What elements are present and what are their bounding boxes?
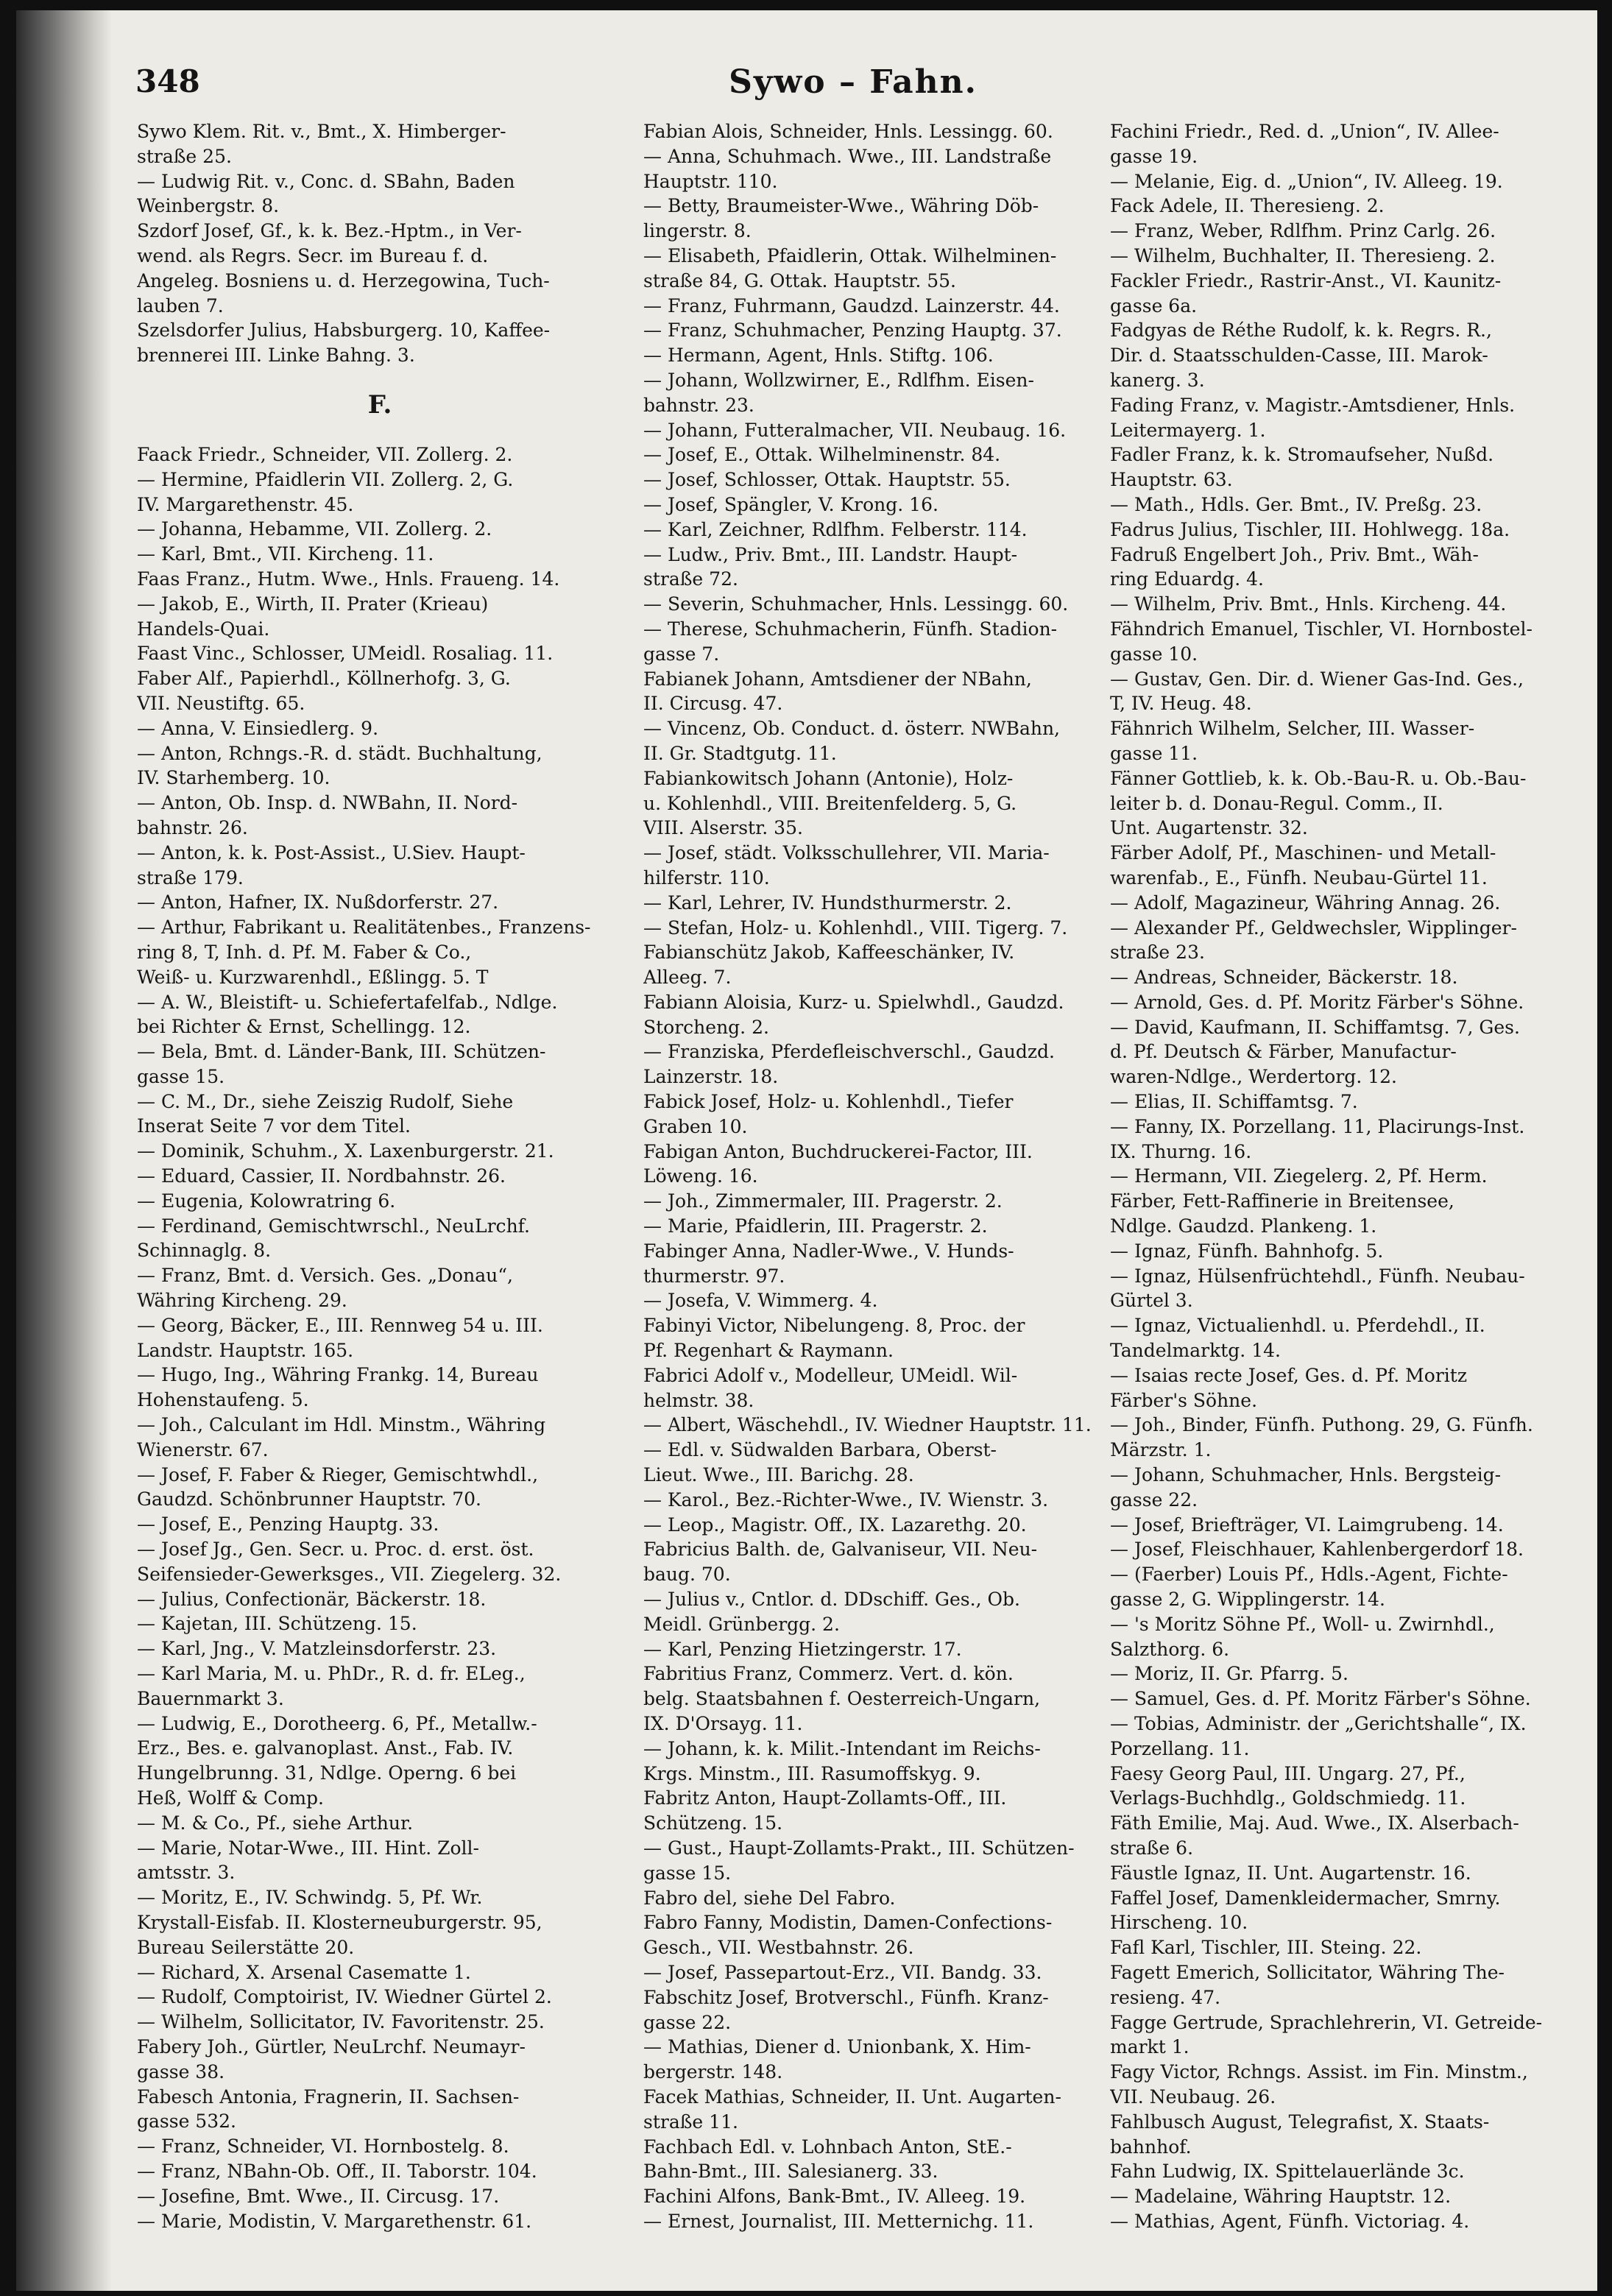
directory-line: — Rudolf, Comptoirist, IV. Wiedner Gürtel 2. — [137, 1986, 552, 2008]
directory-line: — Franz, Weber, Rdlfhm. Prinz Carlg. 26. — [1110, 220, 1496, 242]
directory-line: Fabschitz Josef, Brotverschl., Fünfh. Kranz- — [643, 1986, 1049, 2008]
directory-line: — Moriz, II. Gr. Pfarrg. 5. — [1110, 1663, 1348, 1685]
directory-line: — Gustav, Gen. Dir. d. Wiener Gas-Ind. Ges., — [1110, 668, 1524, 690]
directory-line: Lainzerstr. 18. — [643, 1066, 779, 1088]
directory-line: — Ignaz, Victualienhdl. u. Pferdehdl., II. — [1110, 1315, 1485, 1337]
directory-line: — Melanie, Eig. d. „Union“, IV. Alleeg. 19. — [1110, 170, 1503, 192]
directory-line: — Samuel, Ges. d. Pf. Moritz Färber's Söhne. — [1110, 1688, 1531, 1710]
directory-line: Pf. Regenhart & Raymann. — [643, 1340, 894, 1362]
directory-line: Meidl. Grünbergg. 2. — [643, 1613, 840, 1635]
directory-line: — Josefa, V. Wimmerg. 4. — [643, 1290, 878, 1312]
directory-line: — Wilhelm, Buchhalter, II. Theresieng. 2. — [1110, 244, 1496, 266]
directory-line: gasse 22. — [643, 2011, 732, 2033]
directory-line: — Marie, Notar-Wwe., III. Hint. Zoll- — [137, 1837, 479, 1859]
directory-line: Märzstr. 1. — [1110, 1439, 1212, 1461]
directory-line: Fabricius Balth. de, Galvaniseur, VII. Neu- — [643, 1539, 1038, 1561]
directory-line: — Franz, Fuhrmann, Gaudzd. Lainzerstr. 44. — [643, 294, 1060, 317]
directory-line: VII. Neustiftg. 65. — [137, 692, 305, 714]
directory-line: Hohenstaufeng. 5. — [137, 1389, 309, 1411]
directory-column-2 — [643, 119, 1129, 2283]
directory-line: Währing Kircheng. 29. — [137, 1290, 347, 1312]
directory-line: — Bela, Bmt. d. Länder-Bank, III. Schützen- — [137, 1041, 546, 1063]
directory-line: Szelsdorfer Julius, Habsburgerg. 10, Kaffee- — [137, 319, 551, 342]
directory-line: u. Kohlenhdl., VIII. Breitenfelderg. 5, G. — [643, 792, 1017, 814]
directory-line: Fänner Gottlieb, k. k. Ob.-Bau-R. u. Ob.-Bau- — [1110, 767, 1527, 789]
directory-line: Storcheng. 2. — [643, 1016, 769, 1038]
directory-line: bahnstr. 23. — [643, 394, 754, 416]
directory-line: Gesch., VII. Westbahnstr. 26. — [643, 1937, 914, 1959]
directory-line: Fachini Friedr., Red. d. „Union“, IV. Allee- — [1110, 121, 1499, 142]
directory-line: Fahlbusch August, Telegrafist, X. Staats- — [1110, 2110, 1490, 2133]
directory-line: gasse 10. — [1110, 643, 1198, 665]
directory-line: — Betty, Braumeister-Wwe., Währing Döb- — [643, 195, 1039, 217]
directory-line: Fagge Gertrude, Sprachlehrerin, VI. Getreide- — [1110, 2011, 1543, 2033]
directory-line: gasse 19. — [1110, 145, 1198, 167]
directory-line: gasse 11. — [1110, 742, 1198, 764]
directory-line: — Franz, NBahn-Ob. Off., II. Taborstr. 104. — [137, 2160, 537, 2182]
directory-line: Faber Alf., Papierhdl., Köllnerhofg. 3, G. — [137, 668, 511, 690]
directory-line: — Josef Jg., Gen. Secr. u. Proc. d. erst. öst. — [137, 1539, 534, 1561]
directory-line: — Anton, k. k. Post-Assist., U.Siev. Haupt- — [137, 841, 526, 863]
directory-line: lingerstr. 8. — [643, 220, 752, 242]
directory-line: — Tobias, Administr. der „Gerichtshalle“, IX. — [1110, 1713, 1527, 1734]
directory-column-3 — [1110, 119, 1581, 2283]
directory-line: — Mathias, Agent, Fünfh. Victoriag. 4. — [1110, 2210, 1470, 2232]
directory-line: Porzellang. 11. — [1110, 1737, 1250, 1759]
directory-line: Sywo Klem. Rit. v., Bmt., X. Himberger- — [137, 121, 506, 142]
directory-line: — Josef, E., Penzing Hauptg. 33. — [137, 1513, 439, 1536]
directory-line: Schinnaglg. 8. — [137, 1240, 272, 1262]
directory-line: IV. Margarethenstr. 45. — [137, 493, 354, 515]
directory-line: Färber Adolf, Pf., Maschinen- und Metall- — [1110, 842, 1496, 864]
directory-line: Fachbach Edl. v. Lohnbach Anton, StE.- — [643, 2136, 1012, 2158]
directory-line: — Josefine, Bmt. Wwe., II. Circusg. 17. — [137, 2185, 500, 2207]
directory-line: — Gust., Haupt-Zollamts-Prakt., III. Schützen- — [643, 1837, 1075, 1859]
directory-line: Fabrici Adolf v., Modelleur, UMeidl. Wil- — [643, 1364, 1018, 1386]
directory-line: VIII. Alserstr. 35. — [643, 817, 803, 839]
directory-line: bahnstr. 26. — [137, 816, 248, 838]
directory-line: — Anton, Hafner, IX. Nußdorferstr. 27. — [137, 891, 499, 914]
directory-line: — Hermine, Pfaidlerin VII. Zollerg. 2, G. — [137, 468, 514, 490]
page-number: 348 — [135, 63, 200, 99]
directory-line: Fähnrich Wilhelm, Selcher, III. Wasser- — [1110, 718, 1475, 740]
directory-line: Fabianschütz Jakob, Kaffeeschänker, IV. — [643, 942, 1015, 964]
directory-line: helmstr. 38. — [643, 1389, 754, 1411]
directory-line: — Julius, Confectionär, Bäckerstr. 18. — [137, 1588, 487, 1610]
directory-line: Faast Vinc., Schlosser, UMeidl. Rosaliag. 11. — [137, 643, 554, 665]
directory-line: waren-Ndlge., Werdertorg. 12. — [1110, 1066, 1397, 1088]
directory-line: Fadgyas de Réthe Rudolf, k. k. Regrs. R., — [1110, 319, 1492, 342]
directory-line: Fabery Joh., Gürtler, NeuLrchf. Neumayr- — [137, 2035, 526, 2057]
directory-line: — Wilhelm, Priv. Bmt., Hnls. Kircheng. 44. — [1110, 593, 1507, 615]
directory-line: Fabro del, siehe Del Fabro. — [643, 1887, 896, 1909]
directory-line: amtsstr. 3. — [137, 1862, 236, 1884]
directory-line: — Albert, Wäschehdl., IV. Wiedner Hauptstr. 11. — [643, 1414, 1092, 1436]
directory-line: gasse 7. — [643, 643, 720, 665]
directory-line: Tandelmarktg. 14. — [1110, 1340, 1281, 1362]
directory-line: — Adolf, Magazineur, Währing Annag. 26. — [1110, 891, 1501, 914]
directory-line: kanerg. 3. — [1110, 369, 1205, 391]
directory-line: — Wilhelm, Sollicitator, IV. Favoritenstr. 25. — [137, 2011, 545, 2033]
directory-line: — Karl, Jng., V. Matzleinsdorferstr. 23. — [137, 1638, 497, 1660]
directory-line: Salzthorg. 6. — [1110, 1638, 1230, 1660]
directory-line: — C. M., Dr., siehe Zeiszig Rudolf, Siehe — [137, 1090, 514, 1112]
directory-line: Fackler Friedr., Rastrir-Anst., VI. Kaunitz- — [1110, 269, 1502, 292]
directory-line: IX. D'Orsayg. 11. — [643, 1713, 803, 1734]
directory-line: gasse 15. — [643, 1862, 732, 1884]
directory-line: — Jakob, E., Wirth, II. Prater (Krieau) — [137, 593, 489, 615]
directory-line: Fähndrich Emanuel, Tischler, VI. Hornbostel- — [1110, 618, 1533, 640]
directory-line: Unt. Augartenstr. 32. — [1110, 817, 1308, 839]
directory-line: — Julius v., Cntlor. d. DDschiff. Ges., Ob. — [643, 1589, 1020, 1611]
directory-line: Leitermayerg. 1. — [1110, 419, 1266, 441]
directory-line: Erz., Bes. e. galvanoplast. Anst., Fab. IV. — [137, 1737, 514, 1759]
directory-line: Fabianek Johann, Amtsdiener der NBahn, — [643, 668, 1032, 690]
directory-line: straße 179. — [137, 866, 244, 889]
directory-line: — Marie, Modistin, V. Margarethenstr. 61. — [137, 2210, 532, 2232]
directory-line: Fabinyi Victor, Nibelungeng. 8, Proc. der — [643, 1315, 1025, 1337]
directory-line: — Hermann, Agent, Hnls. Stiftg. 106. — [643, 345, 994, 367]
directory-line: — Alexander Pf., Geldwechsler, Wipplinger- — [1110, 916, 1517, 939]
directory-line: Hauptstr. 110. — [643, 170, 778, 192]
directory-line: — Mathias, Diener d. Unionbank, X. Him- — [643, 2036, 1031, 2058]
directory-line: gasse 22. — [1110, 1488, 1198, 1511]
directory-line: — Joh., Zimmermaler, III. Pragerstr. 2. — [643, 1190, 1003, 1212]
running-head: Sywo – Fahn. — [729, 63, 978, 101]
directory-line: Ndlge. Gaudzd. Plankeng. 1. — [1110, 1215, 1377, 1237]
directory-line: — Therese, Schuhmacherin, Fünfh. Stadion- — [643, 618, 1058, 640]
directory-line: gasse 6a. — [1110, 294, 1198, 317]
directory-line: Gaudzd. Schönbrunner Hauptstr. 70. — [137, 1488, 481, 1511]
directory-line: Inserat Seite 7 vor dem Titel. — [137, 1115, 411, 1137]
directory-line: — Stefan, Holz- u. Kohlenhdl., VIII. Tigerg. 7. — [643, 916, 1068, 939]
directory-line: — (Faerber) Louis Pf., Hdls.-Agent, Fichte- — [1110, 1564, 1508, 1586]
directory-line: straße 23. — [1110, 942, 1205, 964]
directory-line: — Karl, Zeichner, Rdlfhm. Felberstr. 114. — [643, 518, 1028, 540]
directory-line: F. — [367, 389, 392, 420]
directory-line: — Josef, Spängler, V. Krong. 16. — [643, 493, 938, 515]
directory-line: lauben 7. — [137, 294, 224, 317]
directory-line: Fabian Alois, Schneider, Hnls. Lessingg. 60. — [643, 121, 1053, 142]
directory-line: — Ludwig Rit. v., Conc. d. SBahn, Baden — [137, 170, 515, 192]
directory-line: Alleeg. 7. — [643, 967, 732, 989]
directory-column-1 — [137, 119, 623, 2283]
directory-line: Bureau Seilerstätte 20. — [137, 1936, 355, 1958]
directory-line: — Anton, Ob. Insp. d. NWBahn, II. Nord- — [137, 792, 518, 814]
directory-line: brennerei III. Linke Bahng. 3. — [137, 345, 415, 367]
directory-line: straße 84, G. Ottak. Hauptstr. 55. — [643, 269, 956, 292]
directory-line: Seifensieder-Gewerksges., VII. Ziegelerg. 32. — [137, 1563, 562, 1585]
directory-line: Faack Friedr., Schneider, VII. Zollerg. 2. — [137, 443, 513, 465]
directory-line: — Josef, E., Ottak. Wilhelminenstr. 84. — [643, 444, 1001, 466]
directory-line: — Fanny, IX. Porzellang. 11, Placirungs-Inst. — [1110, 1115, 1525, 1137]
directory-line: bei Richter & Ernst, Schellingg. 12. — [137, 1016, 471, 1038]
directory-line: — Edl. v. Südwalden Barbara, Oberst- — [643, 1439, 997, 1461]
directory-line: — Josef, Briefträger, VI. Laimgrubeng. 14. — [1110, 1513, 1504, 1536]
directory-line: Fadler Franz, k. k. Stromaufseher, Nußd. — [1110, 444, 1494, 466]
directory-line: Verlags-Buchhdlg., Goldschmiedg. 11. — [1110, 1787, 1466, 1809]
directory-line: — David, Kaufmann, II. Schiffamtsg. 7, Ges. — [1110, 1016, 1520, 1038]
directory-line: Fabiankowitsch Johann (Antonie), Holz- — [643, 767, 1014, 789]
directory-line: Fadruß Engelbert Joh., Priv. Bmt., Wäh- — [1110, 543, 1479, 565]
directory-line: gasse 15. — [137, 1065, 225, 1087]
directory-line: belg. Staatsbahnen f. Oesterreich-Ungarn, — [643, 1688, 1041, 1710]
directory-line: Fabritius Franz, Commerz. Vert. d. kön. — [643, 1663, 1014, 1685]
directory-line: — Johanna, Hebamme, VII. Zollerg. 2. — [137, 518, 492, 540]
directory-line: Schützeng. 15. — [643, 1812, 783, 1834]
directory-line: Fahn Ludwig, IX. Spittelauerlände 3c. — [1110, 2161, 1465, 2183]
directory-line: Fabigan Anton, Buchdruckerei-Factor, III. — [643, 1140, 1033, 1162]
directory-line: Faas Franz., Hutm. Wwe., Hnls. Fraueng. 14. — [137, 568, 560, 590]
directory-line: — Ignaz, Fünfh. Bahnhofg. 5. — [1110, 1240, 1384, 1262]
directory-line: bergerstr. 148. — [643, 2061, 783, 2083]
directory-line: — Vincenz, Ob. Conduct. d. österr. NWBahn, — [643, 718, 1061, 740]
directory-line: Faffel Josef, Damenkleidermacher, Smrny. — [1110, 1887, 1501, 1909]
directory-line: Hungelbrunng. 31, Ndlge. Operng. 6 bei — [137, 1762, 517, 1784]
directory-line: — Josef, Passepartout-Erz., VII. Bandg. 33. — [643, 1961, 1042, 1983]
directory-line: — Karl, Lehrer, IV. Hundsthurmerstr. 2. — [643, 891, 1012, 914]
directory-line: leiter b. d. Donau-Regul. Comm., II. — [1110, 792, 1443, 814]
directory-line: Dir. d. Staatsschulden-Casse, III. Marok- — [1110, 345, 1488, 367]
directory-line: — Severin, Schuhmacher, Hnls. Lessingg. 60. — [643, 593, 1069, 615]
directory-line: Heß, Wolff & Comp. — [137, 1787, 324, 1809]
scanned-page — [16, 10, 1597, 2291]
directory-line: — Hugo, Ing., Währing Frankg. 14, Bureau — [137, 1364, 539, 1386]
directory-line: — 's Moritz Söhne Pf., Woll- u. Zwirnhdl., — [1110, 1613, 1495, 1635]
directory-line: Szdorf Josef, Gf., k. k. Bez.-Hptm., in Ver- — [137, 220, 522, 242]
directory-line: Hauptstr. 63. — [1110, 469, 1233, 491]
directory-line: — Georg, Bäcker, E., III. Rennweg 54 u. III. — [137, 1314, 543, 1336]
directory-line: Weiß- u. Kurzwarenhdl., Eßlingg. 5. T — [137, 966, 489, 988]
directory-line: Fäth Emilie, Maj. Aud. Wwe., IX. Alserbach- — [1110, 1812, 1519, 1834]
directory-line: bahnhof. — [1110, 2136, 1192, 2158]
directory-line: — Franziska, Pferdefleischverschl., Gaudzd. — [643, 1041, 1055, 1063]
directory-line: Faesy Georg Paul, III. Ungarg. 27, Pf., — [1110, 1762, 1466, 1784]
directory-line: straße 72. — [643, 568, 738, 590]
directory-line: Bahn-Bmt., III. Salesianerg. 33. — [643, 2161, 938, 2183]
directory-line: Fagett Emerich, Sollicitator, Währing The- — [1110, 1961, 1505, 1983]
directory-line: — Ludw., Priv. Bmt., III. Landstr. Haupt- — [643, 543, 1018, 565]
directory-line: II. Gr. Stadtgutg. 11. — [643, 742, 837, 764]
directory-line: — Johann, Schuhmacher, Hnls. Bergsteig- — [1110, 1464, 1502, 1486]
directory-line: — Josef, F. Faber & Rieger, Gemischtwhdl., — [137, 1463, 539, 1486]
directory-line: — Ignaz, Hülsenfrüchtehdl., Fünfh. Neubau- — [1110, 1265, 1525, 1287]
directory-line: — Josef, städt. Volksschullehrer, VII. Maria- — [643, 842, 1050, 864]
directory-line: — Dominik, Schuhm., X. Laxenburgerstr. 21. — [137, 1140, 554, 1162]
directory-line: gasse 532. — [137, 2110, 236, 2133]
directory-line: wend. als Regrs. Secr. im Bureau f. d. — [137, 244, 489, 266]
directory-line: — Leop., Magistr. Off., IX. Lazarethg. 20. — [643, 1513, 1027, 1536]
directory-line: — Eduard, Cassier, II. Nordbahnstr. 26. — [137, 1165, 506, 1187]
page-header — [135, 63, 1571, 115]
directory-line: — Richard, X. Arsenal Casematte 1. — [137, 1961, 471, 1983]
directory-line: Fachini Alfons, Bank-Bmt., IV. Alleeg. 19. — [643, 2186, 1026, 2208]
directory-line: Färber's Söhne. — [1110, 1389, 1258, 1411]
directory-line: Facek Mathias, Schneider, II. Unt. Augarten- — [643, 2085, 1061, 2108]
directory-line: thurmerstr. 97. — [643, 1265, 785, 1287]
directory-line: Fabritz Anton, Haupt-Zollamts-Off., III. — [643, 1787, 1007, 1809]
directory-line: — Hermann, VII. Ziegelerg. 2, Pf. Herm. — [1110, 1165, 1488, 1187]
directory-line: — Math., Hdls. Ger. Bmt., IV. Preßg. 23. — [1110, 493, 1482, 515]
directory-line: d. Pf. Deutsch & Färber, Manufactur- — [1110, 1041, 1457, 1063]
directory-line: — Ferdinand, Gemischtwrschl., NeuLrchf. — [137, 1215, 530, 1237]
directory-line: II. Circusg. 47. — [643, 693, 783, 715]
directory-line: — Franz, Schneider, VI. Hornbostelg. 8. — [137, 2136, 509, 2158]
directory-line: — Anna, Schuhmach. Wwe., III. Landstraße — [643, 145, 1052, 167]
directory-line: — Josef, Schlosser, Ottak. Hauptstr. 55. — [643, 469, 1011, 491]
directory-line: — Johann, Wollzwirner, E., Rdlfhm. Eisen- — [643, 369, 1034, 391]
directory-line: — Marie, Pfaidlerin, III. Pragerstr. 2. — [643, 1215, 988, 1237]
directory-line: Fack Adele, II. Theresieng. 2. — [1110, 195, 1385, 217]
directory-line: — Joh., Binder, Fünfh. Puthong. 29, G. Fünfh. — [1110, 1414, 1533, 1436]
directory-line: — Isaias recte Josef, Ges. d. Pf. Moritz — [1110, 1364, 1467, 1386]
directory-line: — Anton, Rchngs.-R. d. städt. Buchhaltung, — [137, 742, 542, 764]
directory-line: — Karl, Bmt., VII. Kircheng. 11. — [137, 543, 434, 565]
directory-line: Fabiann Aloisia, Kurz- u. Spielwhdl., Gaudzd. — [643, 991, 1064, 1013]
directory-line: Gürtel 3. — [1110, 1290, 1193, 1312]
directory-line: baug. 70. — [643, 1564, 731, 1586]
directory-line: — Ludwig, E., Dorotheerg. 6, Pf., Metallw.- — [137, 1712, 537, 1734]
directory-line: Bauernmarkt 3. — [137, 1687, 284, 1709]
directory-line: Fabinger Anna, Nadler-Wwe., V. Hunds- — [643, 1240, 1014, 1262]
directory-line: Landstr. Hauptstr. 165. — [137, 1339, 354, 1361]
directory-line: T, IV. Heug. 48. — [1110, 693, 1252, 715]
binding-shadow — [16, 10, 112, 2291]
directory-line: — Andreas, Schneider, Bäckerstr. 18. — [1110, 967, 1458, 989]
directory-line: markt 1. — [1110, 2036, 1189, 2058]
directory-line: Fäustle Ignaz, II. Unt. Augartenstr. 16. — [1110, 1862, 1471, 1884]
directory-line: — Arnold, Ges. d. Pf. Moritz Färber's Söhne. — [1110, 991, 1524, 1013]
directory-line: Lieut. Wwe., III. Barichg. 28. — [643, 1464, 914, 1486]
directory-line: Hirscheng. 10. — [1110, 1912, 1248, 1934]
directory-line: Fafl Karl, Tischler, III. Steing. 22. — [1110, 1937, 1422, 1959]
directory-line: — Moritz, E., IV. Schwindg. 5, Pf. Wr. — [137, 1887, 483, 1909]
directory-line: Krgs. Minstm., III. Rasumoffskyg. 9. — [643, 1762, 981, 1784]
directory-line: Fabesch Antonia, Fragnerin, II. Sachsen- — [137, 2085, 520, 2108]
directory-line: — Johann, k. k. Milit.-Intendant im Reichs- — [643, 1737, 1041, 1759]
directory-line: — Franz, Bmt. d. Versich. Ges. „Donau“, — [137, 1265, 513, 1287]
directory-line: hilferstr. 110. — [643, 866, 770, 889]
directory-line: — Ernest, Journalist, III. Metternichg. 11. — [643, 2210, 1034, 2232]
directory-line: Löweng. 16. — [643, 1165, 758, 1187]
directory-line: straße 6. — [1110, 1837, 1194, 1859]
directory-line: gasse 38. — [137, 2060, 225, 2083]
directory-line: — M. & Co., Pf., siehe Arthur. — [137, 1812, 414, 1834]
directory-line: Fading Franz, v. Magistr.-Amtsdiener, Hnls. — [1110, 394, 1516, 416]
directory-line: — Kajetan, III. Schützeng. 15. — [137, 1613, 417, 1635]
directory-line: — A. W., Bleistift- u. Schiefertafelfab., Ndlge. — [137, 991, 558, 1013]
directory-line: IX. Thurng. 16. — [1110, 1140, 1252, 1162]
directory-line: — Anna, V. Einsiedlerg. 9. — [137, 717, 379, 739]
directory-line: Weinbergstr. 8. — [137, 195, 280, 217]
directory-line: — Karol., Bez.-Richter-Wwe., IV. Wienstr. 3. — [643, 1488, 1049, 1511]
directory-line: — Elias, II. Schiffamtsg. 7. — [1110, 1091, 1358, 1113]
directory-line: straße 11. — [643, 2110, 738, 2133]
directory-line: resieng. 47. — [1110, 1986, 1221, 2008]
directory-line: Fadrus Julius, Tischler, III. Hohlwegg. 18a. — [1110, 518, 1510, 540]
directory-line: — Eugenia, Kolowratring 6. — [137, 1190, 396, 1212]
directory-line: Wienerstr. 67. — [137, 1438, 269, 1460]
directory-line: — Karl, Penzing Hietzingerstr. 17. — [643, 1638, 962, 1660]
directory-line: VII. Neubaug. 26. — [1110, 2085, 1276, 2108]
directory-line: Fabick Josef, Holz- u. Kohlenhdl., Tiefer — [643, 1091, 1014, 1113]
directory-line: — Elisabeth, Pfaidlerin, Ottak. Wilhelminen- — [643, 244, 1057, 266]
directory-line: Angeleg. Bosniens u. d. Herzegowina, Tuch- — [137, 269, 550, 292]
directory-line: Fabro Fanny, Modistin, Damen-Confections- — [643, 1912, 1053, 1934]
directory-line: Krystall-Eisfab. II. Klosterneuburgerstr. 95, — [137, 1911, 542, 1933]
directory-line: — Franz, Schuhmacher, Penzing Hauptg. 37. — [643, 319, 1062, 342]
directory-line: — Johann, Futteralmacher, VII. Neubaug. 16. — [643, 419, 1067, 441]
directory-line: — Madelaine, Währing Hauptstr. 12. — [1110, 2186, 1452, 2208]
directory-line: ring Eduardg. 4. — [1110, 568, 1264, 590]
directory-line: — Josef, Fleischhauer, Kahlenbergerdorf 18. — [1110, 1539, 1524, 1561]
directory-line: Färber, Fett-Raffinerie in Breitensee, — [1110, 1190, 1454, 1212]
directory-line: Fagy Victor, Rchngs. Assist. im Fin. Minstm., — [1110, 2061, 1528, 2083]
directory-line: straße 25. — [137, 145, 232, 167]
directory-line: — Joh., Calculant im Hdl. Minstm., Währing — [137, 1414, 546, 1436]
directory-line: IV. Starhemberg. 10. — [137, 767, 330, 789]
directory-line: Handels-Quai. — [137, 618, 270, 640]
directory-line: — Arthur, Fabrikant u. Realitätenbes., Franzens- — [137, 916, 591, 939]
directory-line: ring 8, T, Inh. d. Pf. M. Faber & Co., — [137, 941, 472, 963]
directory-line: Graben 10. — [643, 1115, 748, 1137]
directory-line: gasse 2, G. Wipplingerstr. 14. — [1110, 1589, 1385, 1611]
directory-line: — Karl Maria, M. u. PhDr., R. d. fr. ELeg., — [137, 1663, 526, 1685]
directory-line: warenfab., E., Fünfh. Neubau-Gürtel 11. — [1110, 866, 1488, 889]
